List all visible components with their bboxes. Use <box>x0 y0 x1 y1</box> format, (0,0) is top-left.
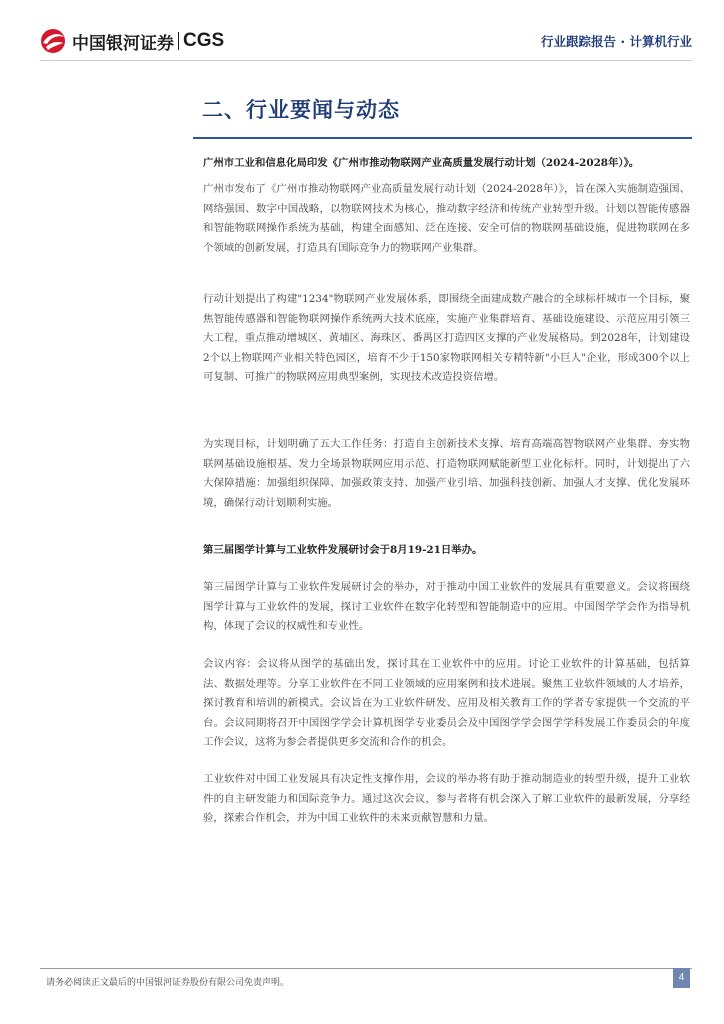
section-divider <box>193 137 692 139</box>
page-header <box>0 0 724 80</box>
section-title: 二、行业要闻与动态 <box>202 98 400 122</box>
company-logo <box>40 28 224 54</box>
header-divider <box>40 60 692 61</box>
news-paragraph: 行动计划提出了构建"1234"物联网产业发展体系，即围绕全面建成数产融合的全球标杆城市一个目标，聚焦智能传感器和智能物联网操作系统两大技术底座，实施产业集群培育、基础设施建设、示范应用引领三大工程，重点推动增城区、黄埔区、海珠区、番禺区打造四区支撑的产业发展格局。到2028年，计划建设2个以上物联网产业相关特色园区，培育不少于150家物联网相关专精特新"小巨人"企业，形成300个以上可复制、可推广的物联网应用典型案例，实现技术改造投资倍增。 <box>203 293 690 384</box>
logo-divider <box>178 32 179 50</box>
news-item-2-paragraph-1 <box>203 578 690 637</box>
logo-chinese-text: 中国银河证券 <box>72 33 174 54</box>
news-item-2 <box>203 541 690 560</box>
news-item-1-paragraph-3 <box>203 435 690 513</box>
page-number-badge: 4 <box>673 968 690 988</box>
news-item-1 <box>203 154 690 173</box>
report-category: 行业跟踪报告 · 计算机行业 <box>541 34 692 49</box>
news-paragraph: 第三届图学计算与工业软件发展研讨会的举办，对于推动中国工业软件的发展具有重要意义。会议将围绕图学计算与工业软件的发展，探讨工业软件在数字化转型和智能制造中的应用。中国图学学会作为指导机构，体现了会议的权威性和专业性。 <box>203 581 690 633</box>
galaxy-logo-icon <box>40 28 66 54</box>
news-paragraph: 广州市发布了《广州市推动物联网产业高质量发展行动计划（2024-2028年）》，旨在深入实施制造强国、网络强国、数字中国战略，以物联网技术为核心，推动数字经济和传统产业转型升级。计划以智能传感器和智能物联网操作系统为基础，构建全面感知、泛在连接、安全可信的物联网基础设施，促进物联网在多个领域的创新发展，打造具有国际竞争力的物联网产业集群。 <box>203 183 690 254</box>
news-paragraph: 工业软件对中国工业发展具有决定性支撑作用，会议的举办将有助于推动制造业的转型升级，提升工业软件的自主研发能力和国际竞争力。通过这次会议，参与者将有机会深入了解工业软件的最新发展，分享经验，探索合作机会，并为中国工业软件的未来贡献智慧和力量。 <box>203 773 690 825</box>
news-headline: 广州市工业和信息化局印发《广州市推动物联网产业高质量发展行动计划（2024-2028年）》。 <box>203 157 640 169</box>
news-item-2-paragraph-2 <box>203 655 690 753</box>
news-headline: 第三届图学计算与工业软件发展研讨会于8月19-21日举办。 <box>203 544 483 556</box>
news-item-1-paragraph-1 <box>203 180 690 258</box>
footer-disclaimer: 请务必阅读正文最后的中国银河证券股份有限公司免责声明。 <box>46 978 290 988</box>
news-paragraph: 会议内容：会议将从图学的基础出发，探讨其在工业软件中的应用。讨论工业软件的计算基础，包括算法、数据处理等。分享工业软件在不同工业领域的应用案例和技术进展。聚焦工业软件领域的人才培养，探讨教育和培训的新模式。会议旨在为工业软件研发、应用及相关教育工作的学者专家提供一个交流的平台。会议同期将召开中国图学学会计算机图学专业委员会及中国图学学会图学学科发展工作委员会的年度工作会议，这将为参会者提供更多交流和合作的机会。 <box>203 658 690 749</box>
footer-divider <box>40 968 692 969</box>
logo-english-text: CGS <box>183 30 225 51</box>
news-item-2-paragraph-3 <box>203 770 690 829</box>
news-item-1-paragraph-2 <box>203 290 690 388</box>
news-paragraph: 为实现目标，计划明确了五大工作任务：打造自主创新技术支撑、培育高端高智物联网产业集群、夯实物联网基础设施根基、发力全场景物联网应用示范、打造物联网赋能新型工业化标杆。同时，计划提出了六大保障措施：加强组织保障、加强政策支持、加强产业引培、加强科技创新、加强人才支撑、优化发展环境，确保行动计划顺利实施。 <box>203 438 690 509</box>
